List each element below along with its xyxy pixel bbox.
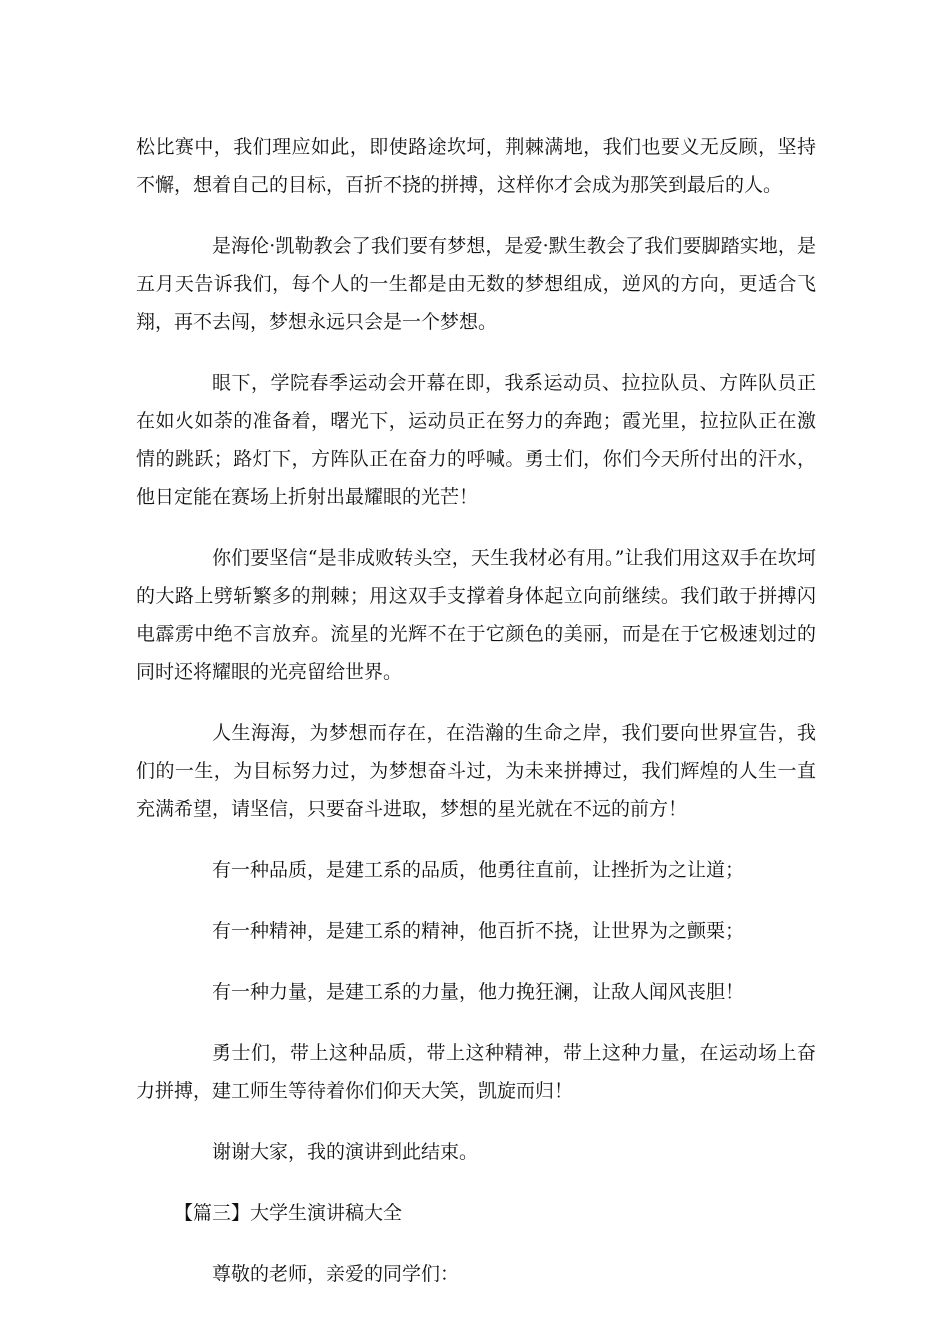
paragraph-continuation: 松比赛中，我们理应如此，即使路途坎坷，荆棘满地，我们也要义无反顾，坚持不懈，想着自己的目标，百折不挠的拼搏，这样你才会成为那笑到最后的人。 (136, 136, 816, 196)
paragraph-power: 有一种力量，是建工系的力量，他力挽狂澜，让敌人闻风丧胆！ (212, 981, 745, 1003)
section-heading: 【篇三】大学生演讲稿大全 (174, 1202, 403, 1224)
paragraph-quality: 有一种品质，是建工系的品质，他勇往直前，让挫折为之让道； (212, 859, 745, 881)
paragraph-dreams: 是海伦·凯勒教会了我们要有梦想，是爱·默生教会了我们要脚踏实地，是五月天告诉我们，每个人的一生都是由无数的梦想组成，逆风的方向，更适合飞翔，再不去闯，梦想永远只会是一个梦想。 (136, 235, 816, 333)
paragraph-spirit: 有一种精神，是建工系的精神，他百折不挠，让世界为之颤栗； (212, 920, 745, 942)
paragraph-warriors: 勇士们，带上这种品质，带上这种精神，带上这种力量，在运动场上奋力拼搏，建工师生等待着你们仰天大笑，凯旋而归！ (136, 1042, 816, 1102)
paragraph-life-sea: 人生海海，为梦想而存在，在浩瀚的生命之岸，我们要向世界宣告，我们的一生，为目标努力过，为梦想奋斗过，为未来拼搏过，我们辉煌的人生一直充满希望，请坚信，只要奋斗进取，梦想的星光就在不远的前方！ (136, 722, 816, 820)
document-body (136, 128, 816, 1316)
paragraph-thanks: 谢谢大家，我的演讲到此结束。 (212, 1141, 479, 1163)
paragraph-sports-meet: 眼下，学院春季运动会开幕在即，我系运动员、拉拉队员、方阵队员正在如火如荼的准备着，曙光下，运动员正在努力的奔跑；霞光里，拉拉队正在激情的跳跃；路灯下，方阵队正在奋力的呼喊。勇士们，你们今天所付出的汗水，他日定能在赛场上折射出最耀眼的光芒！ (136, 372, 816, 508)
paragraph-belief: 你们要坚信“是非成败转头空，天生我材必有用。”让我们用这双手在坎坷的大路上劈斩繁多的荆棘；用这双手支撑着身体起立向前继续。我们敢于拼搏闪电霹雳中绝不言放弃。流星的光辉不在于它颜色的美丽，而是在于它极速划过的同时还将耀眼的光亮留给世界。 (136, 547, 816, 683)
paragraph-greeting: 尊敬的老师，亲爱的同学们： (212, 1263, 460, 1285)
